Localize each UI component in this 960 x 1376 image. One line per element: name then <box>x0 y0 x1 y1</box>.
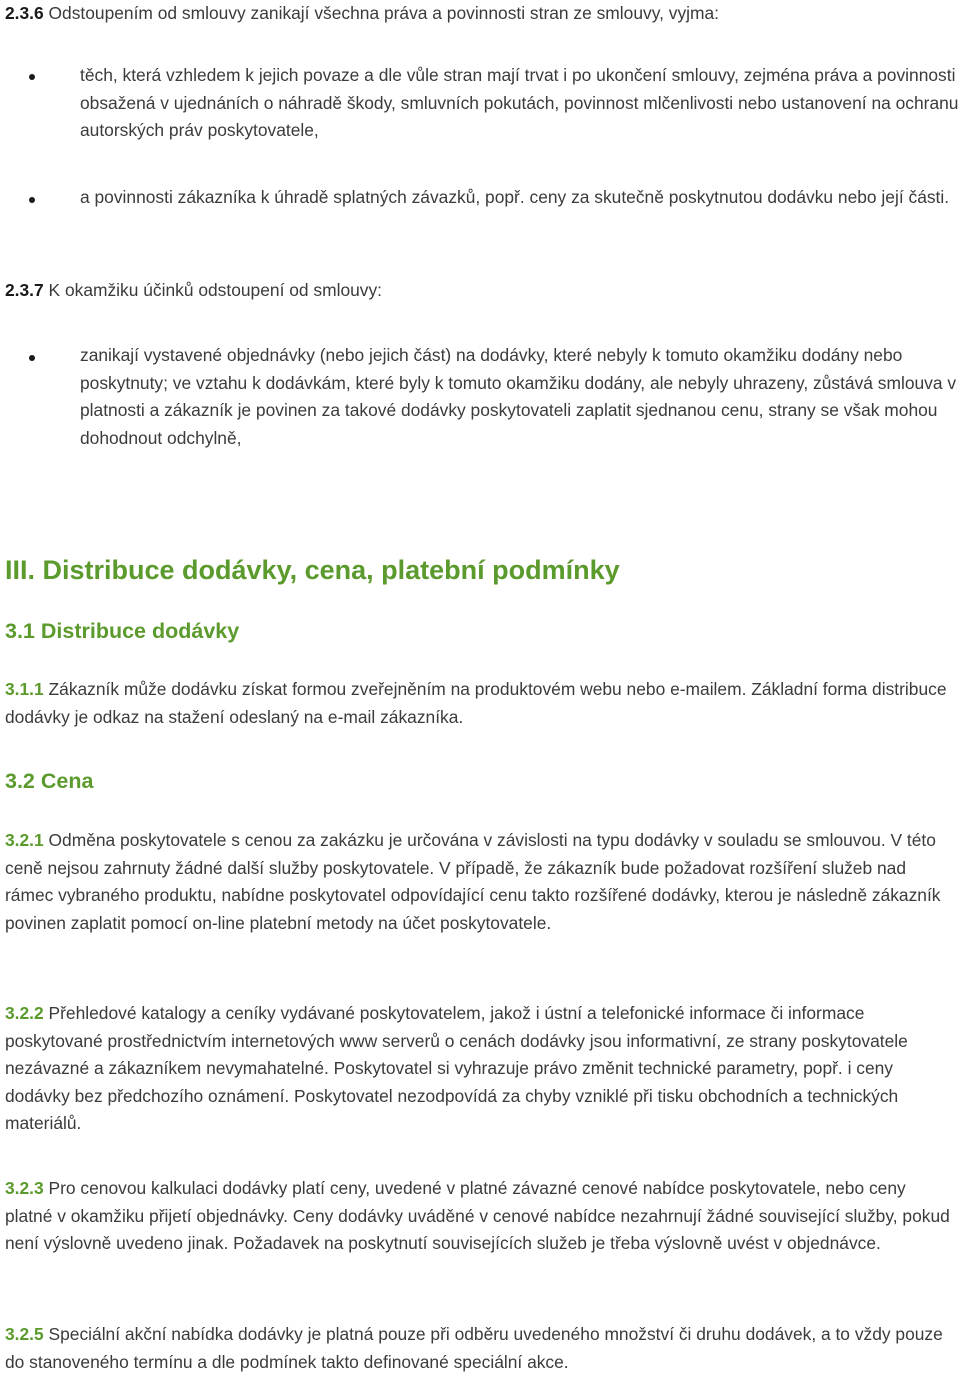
bullet-icon <box>29 197 35 203</box>
bullet-icon <box>29 74 35 80</box>
clause-2-3-6 <box>5 0 957 28</box>
clause-2-3-7 <box>5 277 957 305</box>
subsection-heading: 3.1 Distribuce dodávky <box>5 619 240 643</box>
list-item: a povinnosti zákazníka k úhradě splatných závazků, popř. ceny za skutečně poskytnutou dodávku nebo její části. <box>80 187 950 207</box>
clause-text: Pro cenovou kalkulaci dodávky platí ceny, uvedené v platné závazné cenové nabídce poskytovatele, nebo ceny platné v okamžiku přijetí objednávky. Ceny dodávky uváděné v cenové nabídce nezahrnují žádné související služby, pokud není výslovně uvedeno jinak. Požadavek na poskytnutí souvisejících služeb je třeba výslovně uvést v objednávce. <box>5 1178 950 1253</box>
section-heading: III. Distribuce dodávky, cena, platební podmínky <box>5 555 620 585</box>
clause-number: 2.3.7 <box>5 280 44 300</box>
clause-number: 3.2.5 <box>5 1324 44 1344</box>
clause-3-2-2 <box>5 1000 957 1138</box>
clause-3-2-1 <box>5 827 957 937</box>
clause-3-1-1 <box>5 676 957 731</box>
clause-text: Odměna poskytovatele s cenou za zakázku je určována v závislosti na typu dodávky v souladu se smlouvou. V této ceně nejsou zahrnuty žádné další služby poskytovatele. V případě, že zákazník bude požadovat rozšíření služeb nad rámec vybraného produktu, nabídne poskytovatel odpovídající cenu takto rozšířené dodávky, kterou je následně zákazník povinen zaplatit pomocí on-line platební metody na účet poskytovatele. <box>5 830 941 933</box>
list-item: těch, která vzhledem k jejich povaze a dle vůle stran mají trvat i po ukončení smlouvy, zejména práva a povinnosti obsažená v ujednáních o náhradě škody, smluvních pokutách, povinnost mlčenlivosti nebo ustanovení na ochranu autorských práv poskytovatele, <box>80 65 959 140</box>
clause-3-2-5 <box>5 1321 957 1376</box>
clause-text: Přehledové katalogy a ceníky vydávané poskytovatelem, jakož i ústní a telefonické informace či informace poskytované prostřednictvím internetových www serverů o cenách dodávky jsou informativní, ze strany poskytovatele nezávazné a zákazníkem nevymahatelné. Poskytovatel si vyhrazuje právo změnit technické parametry, popř. i ceny dodávky bez předchozího oznámení. Poskytovatel nezodpovídá za chyby vzniklé při tisku obchodních a technických materiálů. <box>5 1003 908 1133</box>
clause-3-2-3 <box>5 1175 957 1258</box>
clause-number: 3.1.1 <box>5 679 44 699</box>
list-item: zanikají vystavené objednávky (nebo jejich část) na dodávky, které nebyly k tomuto okamžiku dodány nebo poskytnuty; ve vztahu k dodávkám, které byly k tomuto okamžiku dodány, ale nebyly uhrazeny, zůstává smlouva v platnosti a zákazník je povinen za takové dodávky poskytovateli zaplatit sjednanou cenu, strany se však mohou dohodnout odchylně, <box>80 345 957 448</box>
clause-text: Speciální akční nabídka dodávky je platná pouze při odběru uvedeného množství či druhu dodávek, a to vždy pouze do stanoveného termínu a dle podmínek takto definované speciální akce. <box>5 1324 943 1372</box>
clause-number: 3.2.2 <box>5 1003 44 1023</box>
clause-text: K okamžiku účinků odstoupení od smlouvy: <box>43 280 383 300</box>
bullet-icon <box>29 355 35 361</box>
clause-text: Zákazník může dodávku získat formou zveřejněním na produktovém webu nebo e-mailem. Základní forma distribuce dodávky je odkaz na stažení odeslaný na e-mail zákazníka. <box>5 679 947 727</box>
clause-number: 3.2.3 <box>5 1178 44 1198</box>
clause-text: Odstoupením od smlouvy zanikají všechna práva a povinnosti stran ze smlouvy, vyjma: <box>43 3 720 23</box>
clause-number: 3.2.1 <box>5 830 44 850</box>
clause-number: 2.3.6 <box>5 3 44 23</box>
subsection-heading: 3.2 Cena <box>5 769 94 793</box>
